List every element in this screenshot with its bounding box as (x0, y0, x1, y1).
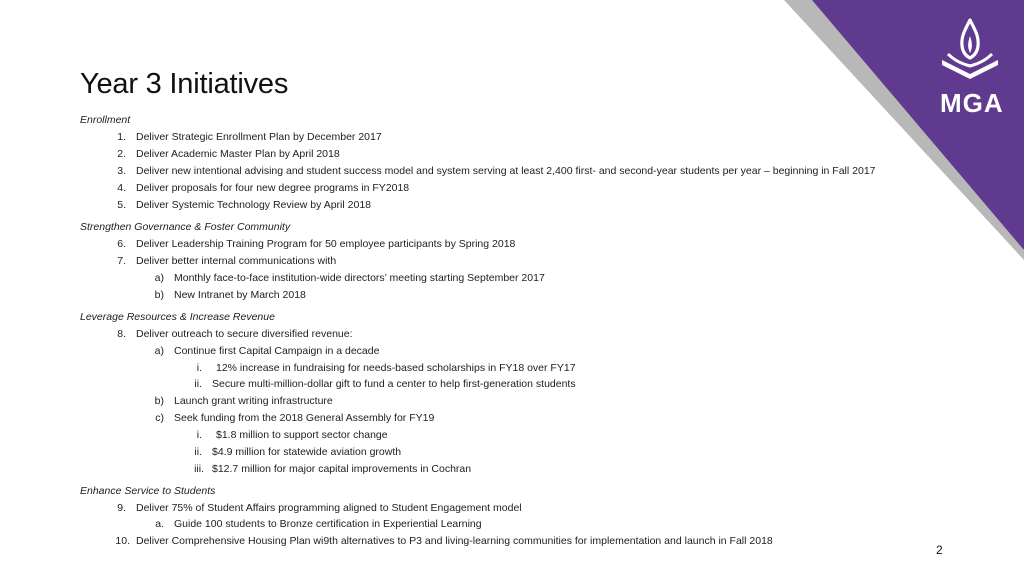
list-marker: 3. (117, 165, 126, 177)
list-marker: 2. (117, 148, 126, 160)
list-item-text: New Intranet by March 2018 (174, 289, 306, 301)
list-marker: a) (154, 345, 164, 357)
list-marker: 5. (117, 199, 126, 211)
list-item-text: Monthly face-to-face institution-wide directors’ meeting starting September 2017 (174, 272, 545, 284)
list-item-text: $1.8 million to support sector change (216, 429, 388, 441)
list-item-text: Guide 100 students to Bronze certification in Experiential Learning (174, 518, 482, 530)
list-item-text: Deliver better internal communications with (136, 255, 337, 267)
list-marker: ii. (194, 446, 202, 458)
list-item-text: Deliver new intentional advising and student success model and system serving at least 2,400 first- and second-year students per year – beginning in Fall 2017 (136, 165, 876, 177)
list-marker: i. (196, 362, 202, 374)
list-item-text: Launch grant writing infrastructure (174, 395, 333, 407)
list-marker: 10. (115, 535, 130, 547)
list-item-text: Deliver proposals for four new degree programs in FY2018 (136, 182, 410, 194)
list-marker: b) (154, 289, 164, 301)
list-marker: 1. (117, 131, 126, 143)
list-marker: ii. (194, 378, 202, 390)
list-item-text: $12.7 million for major capital improvements in Cochran (212, 463, 472, 475)
list-marker: 9. (117, 502, 126, 514)
logo-text: MGA (940, 88, 1004, 118)
list-marker: 8. (117, 328, 126, 340)
list-item-text: Deliver 75% of Student Affairs programming aligned to Student Engagement model (136, 502, 522, 514)
section-heading-governance: Strengthen Governance & Foster Community (80, 221, 291, 233)
list-item-text: Continue first Capital Campaign in a decade (174, 345, 380, 357)
list-item-text: 12% increase in fundraising for needs-based scholarships in FY18 over FY17 (216, 362, 576, 374)
list-item-text: Deliver outreach to secure diversified revenue: (136, 328, 353, 340)
list-item-text: Deliver Strategic Enrollment Plan by December 2017 (136, 131, 382, 143)
list-marker: 4. (117, 182, 126, 194)
list-marker: 7. (117, 255, 126, 267)
list-item-text: Deliver Leadership Training Program for 50 employee participants by Spring 2018 (136, 238, 516, 250)
list-marker: c) (155, 412, 164, 424)
list-item-text: Deliver Systemic Technology Review by April 2018 (136, 199, 371, 211)
section-heading-resources: Leverage Resources & Increase Revenue (80, 311, 275, 323)
section-heading-enrollment: Enrollment (80, 114, 131, 126)
list-marker: a) (154, 272, 164, 284)
list-marker: b) (154, 395, 164, 407)
list-marker: a. (155, 518, 164, 530)
list-item-text: Secure multi-million-dollar gift to fund a center to help first-generation students (212, 378, 576, 390)
list-item-text: Deliver Academic Master Plan by April 2018 (136, 148, 340, 160)
list-marker: i. (196, 429, 202, 441)
list-item-text: Seek funding from the 2018 General Assembly for FY19 (174, 412, 435, 424)
list-item-text: Deliver Comprehensive Housing Plan wi9th alternatives to P3 and living-learning communities for implementation and launch in Fall 2018 (136, 535, 773, 547)
list-marker: iii. (194, 463, 204, 475)
page-number: 2 (936, 543, 943, 557)
page-title: Year 3 Initiatives (80, 68, 289, 100)
list-marker: 6. (117, 238, 126, 250)
section-heading-service: Enhance Service to Students (80, 485, 216, 497)
list-item-text: $4.9 million for statewide aviation growth (212, 446, 402, 458)
